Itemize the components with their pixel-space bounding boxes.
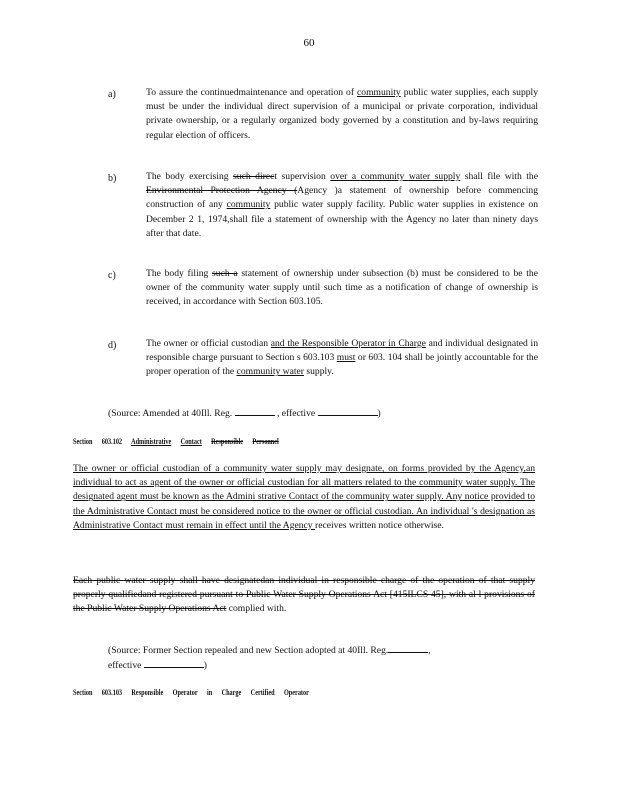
item-b-inserted2: community bbox=[226, 199, 271, 211]
item-d-text bbox=[146, 337, 538, 380]
source-note-1 bbox=[108, 406, 381, 421]
item-c-deleted1: such a bbox=[212, 268, 238, 279]
section-602-label: Section bbox=[73, 437, 93, 446]
item-d-part3: or 603. 104 shall be jointly accountable for the proper operation of the bbox=[146, 352, 538, 378]
source1-mid: , effective bbox=[274, 408, 318, 419]
item-c-marker: c) bbox=[108, 270, 116, 281]
item-b-deleted2: Environmental Protection Agency ( bbox=[146, 185, 298, 197]
section-603-w6: Operator bbox=[283, 688, 309, 697]
section-603-w3: in bbox=[207, 688, 213, 697]
designation-text: The owner or official custodian of a community water supply may designate, on forms provided by the Agency,an individual to act as agent of the owner or official custodian for all matters related to the community water supply. The designated agent must be known as the Admini strative Contact of the community water supply. Any notice provided to the Administrative Contact must be considered notice to the owner or official custodian. An individual 's designation as Administrative Contact must remain in effect until the Agency bbox=[73, 463, 535, 531]
item-b-deleted1: such direc bbox=[233, 171, 275, 182]
designation-tail: receives written notice otherwise. bbox=[315, 519, 444, 531]
source2-line2: effective bbox=[108, 660, 142, 672]
section-602-w2: Contact bbox=[180, 437, 202, 446]
item-d-part2: and individual designated in responsible charge pursuant to Section s 603.103 bbox=[146, 338, 538, 364]
source2-line1: (Source: Former Section repealed and new Section adopted at 40Ill. Reg. bbox=[108, 645, 389, 656]
item-d-marker: d) bbox=[108, 340, 117, 351]
section-602-w3: Responsible bbox=[211, 437, 244, 446]
item-b-text bbox=[146, 170, 538, 241]
section-603-label: Section bbox=[73, 688, 93, 697]
item-b-part4: Agency )a statement of ownership before commencing construction of any bbox=[146, 185, 538, 211]
section-602-number: 603.102 bbox=[101, 437, 123, 446]
item-b-part2: t supervision bbox=[274, 171, 331, 182]
source1-suffix: ) bbox=[377, 408, 381, 419]
item-d-inserted2: must bbox=[336, 352, 356, 364]
source-note-2 bbox=[108, 643, 508, 673]
section-603-w4: Charge bbox=[221, 688, 242, 697]
source2-close: ) bbox=[203, 660, 207, 672]
section-602-w4: Personnel bbox=[252, 437, 279, 446]
section-603-w1: Responsible bbox=[131, 688, 164, 697]
item-b-part5: public water supply facility. Public water supplies in existence on December 2 1, 1974,shall file a statement of ownership with the Agency no later than ninety days after that date. bbox=[146, 199, 538, 239]
deleted-tail: complied with. bbox=[228, 603, 287, 615]
section-603-number: 603.103 bbox=[101, 688, 123, 697]
item-d-part4: supply. bbox=[303, 366, 334, 378]
section-602-heading bbox=[73, 437, 287, 446]
page-number: 60 bbox=[303, 37, 315, 49]
item-d-part1: The owner or official custodian bbox=[146, 338, 271, 349]
item-a-underlined: community bbox=[357, 87, 401, 98]
item-d-inserted1: and the Responsible Operator in Charge bbox=[270, 338, 426, 349]
source2-comma: , bbox=[428, 645, 431, 656]
section-602-w1: Administrative bbox=[131, 437, 172, 446]
item-b-part1: The body exercising bbox=[146, 171, 234, 182]
deleted-paragraph bbox=[73, 574, 535, 617]
designation-paragraph bbox=[73, 462, 535, 533]
item-a-text bbox=[146, 86, 538, 143]
source1-blank-date bbox=[318, 406, 378, 416]
section-603-w5: Certified bbox=[250, 688, 275, 697]
item-a-marker: a) bbox=[108, 89, 116, 100]
item-a-part2: public water supplies, each supply must be under the individual direct supervision of a municipal or private corporation, individual private ownership, or a regularly organized body governed by a constitution and by-laws requiring regular election of officers. bbox=[146, 87, 538, 141]
source2-blank-reg bbox=[388, 643, 428, 653]
item-c-text bbox=[146, 267, 538, 310]
item-a-part1: To assure the continuedmaintenance and operation of bbox=[146, 87, 358, 98]
item-b-marker: b) bbox=[108, 173, 117, 184]
item-b-part3: shall file with the bbox=[460, 171, 538, 182]
deleted-text: Each public water supply shall have designatedan individual in responsible charge of the operation of that supply properly qualifiedand registered pursuant to Public Water Supply Operations Act [415ILCS 45], with al l provisions of the Public Water Supply Operations Act bbox=[73, 575, 535, 615]
item-b-inserted1: over a community water supply bbox=[330, 171, 461, 182]
section-603-w2: Operator bbox=[172, 688, 198, 697]
source1-blank-reg bbox=[235, 406, 275, 416]
item-c-part1: The body filing bbox=[146, 268, 213, 279]
item-d-inserted3: community water bbox=[236, 366, 304, 378]
item-c-part2: statement of ownership under subsection (b) must be considered to be the owner of the community water supply until such time as a notification of change of ownership is received, in accordance with Section 603.105. bbox=[146, 268, 538, 308]
source2-blank-date bbox=[144, 658, 204, 668]
section-603-heading bbox=[73, 688, 317, 697]
source1-prefix: (Source: Amended at 40Ill. Reg. bbox=[108, 408, 235, 419]
